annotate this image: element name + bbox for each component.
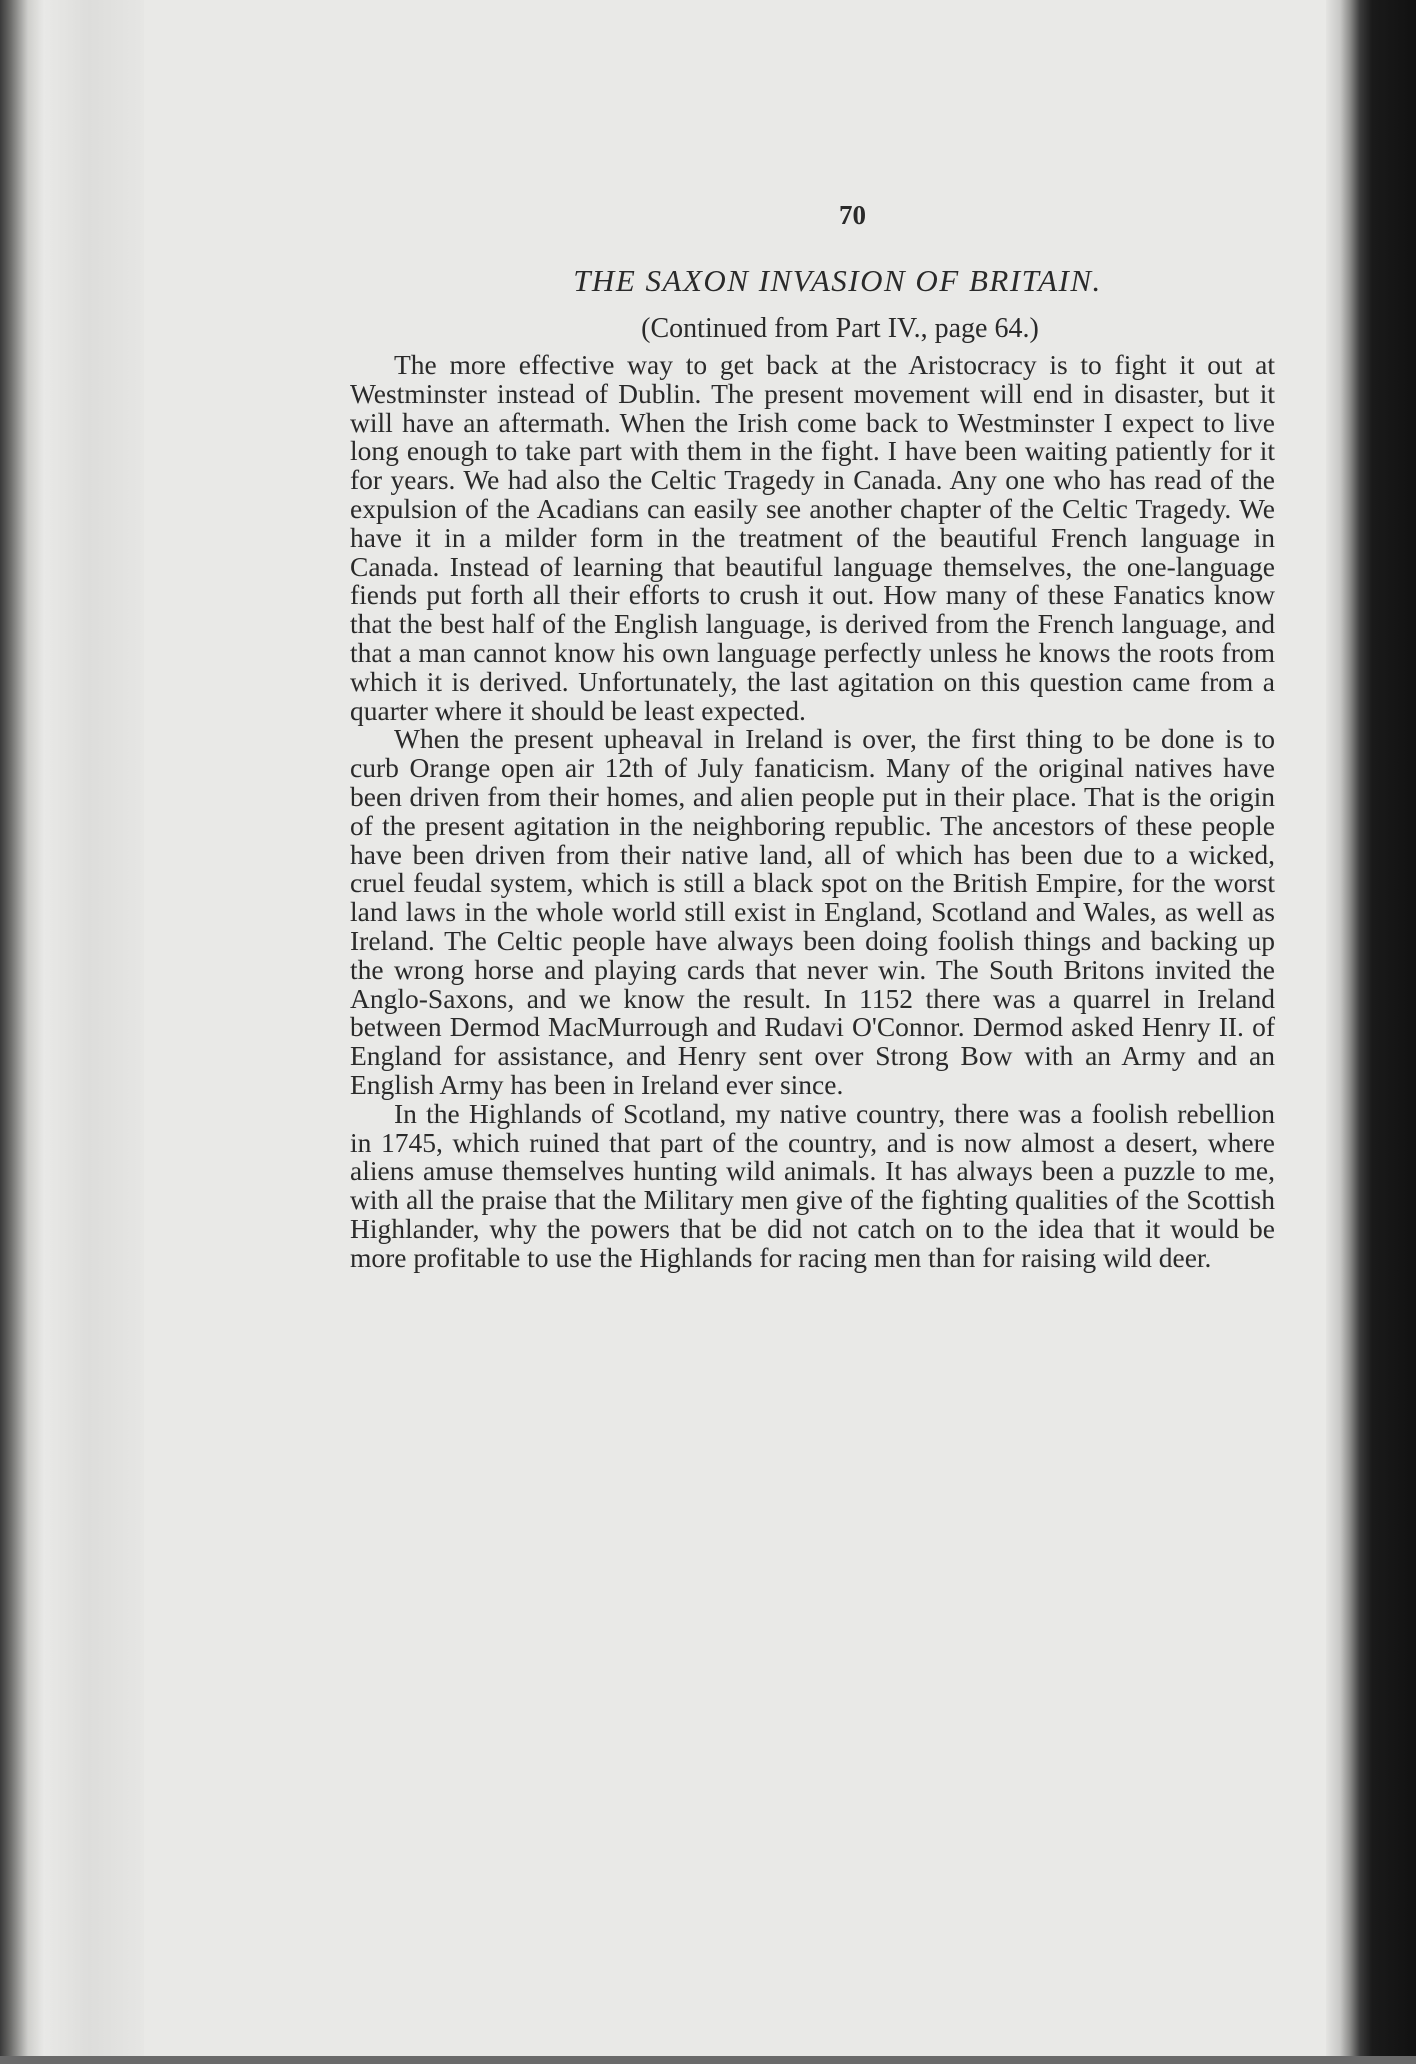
page-number: 70 <box>839 200 866 230</box>
bottom-border <box>0 2056 1416 2064</box>
article-title: THE SAXON INVASION OF BRITAIN. <box>573 263 1102 298</box>
page-content <box>350 200 1275 1273</box>
paragraph: When the present upheaval in Ireland is over, the first thing to be done is to curb Orange open air 12th of July fanaticism. Many of the original natives have been driven from their homes, and alien people put in their place. That is the origin of the present agitation in the neighboring republic. The ancestors of these people have been driven from their native land, all of which has been due to a wicked, cruel feudal system, which is still a black spot on the British Empire, for the worst land laws in the whole world still exist in England, Scotland and Wales, as well as Ireland. The Celtic people have always been doing foolish things and backing up the wrong horse and playing cards that never win. The South Britons invited the Anglo-Saxons, and we know the result. In 1152 there was a quarrel in Ireland between Dermod MacMurrough and Rudavi O'Connor. Dermod asked Henry II. of England for assistance, and Henry sent over Strong Bow with an Army and an English Army has been in Ireland ever since. <box>350 723 1275 1100</box>
article-subtitle: (Continued from Part IV., page 64.) <box>641 313 1039 344</box>
paragraph: In the Highlands of Scotland, my native country, there was a foolish rebellion in 1745, which ruined that part of the country, and is now almost a desert, where aliens amuse themselves hunting wild animals. It has always been a puzzle to me, with all the praise that the Military men give of the fighting qualities of the Scottish Highlander, why the powers that be did not catch on to the idea that it would be more profitable to use the Highlands for racing men than for raising wild deer. <box>350 1097 1275 1273</box>
paragraph: The more effective way to get back at the Aristocracy is to fight it out at Westminster instead of Dublin. The present movement will end in disaster, but it will have an aftermath. When the Irish come back to Westminster I expect to live long enough to take part with them in the fight. I have been waiting patiently for it for years. We had also the Celtic Tragedy in Canada. Any one who has read of the expulsion of the Acadians can easily see another chapter of the Celtic Tragedy. We have it in a milder form in the treatment of the beautiful French language in Canada. Instead of learning that beautiful language themselves, the one-language fiends put forth all their efforts to crush it out. How many of these Fanatics know that the best half of the English language, is derived from the French language, and that a man cannot know his own language perfectly unless he knows the roots from which it is derived. Unfortunately, the last agitation on this question came from a quarter where it should be least expected. <box>350 349 1275 726</box>
binding-shadow <box>44 0 144 2064</box>
binding-edge <box>0 0 44 2064</box>
right-border <box>1326 0 1416 2064</box>
